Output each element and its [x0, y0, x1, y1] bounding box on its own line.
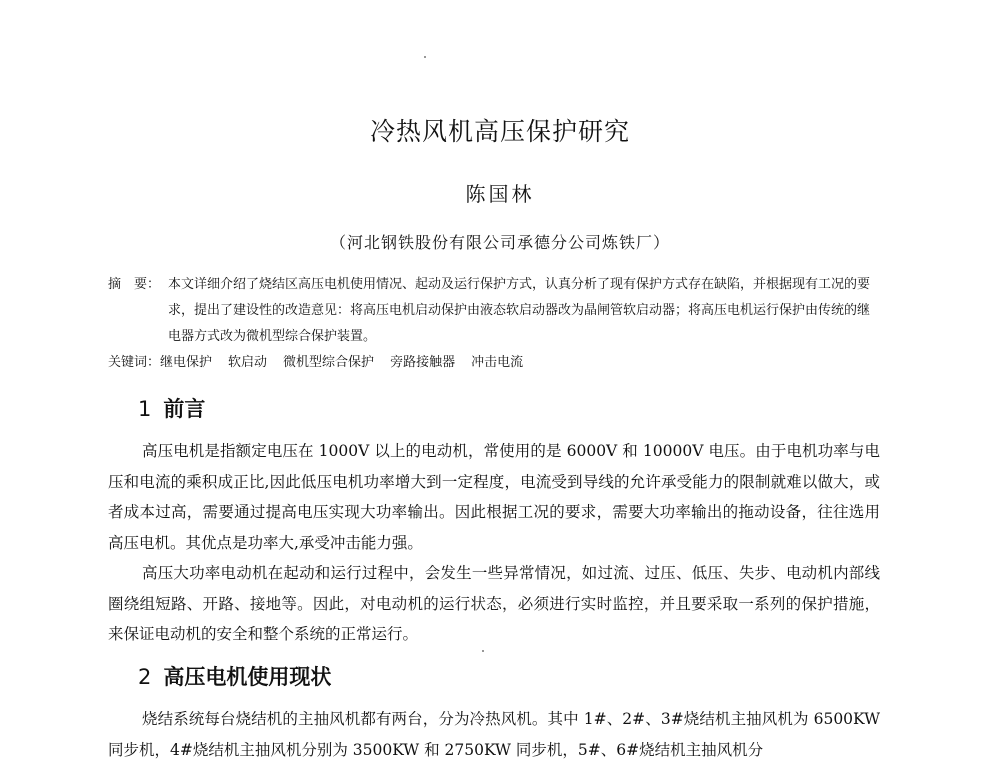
- keywords-block: [108, 350, 878, 376]
- keyword: 继电保护: [160, 355, 213, 370]
- paper-title: 冷热风机高压保护研究: [369, 117, 630, 146]
- section-heading: [138, 393, 205, 423]
- author-name: 陈国林: [465, 182, 535, 206]
- keyword: 软启动: [228, 355, 268, 370]
- author-affiliation: （河北钢铁股份有限公司承德分公司炼铁厂）: [329, 233, 670, 252]
- body-paragraph: 高压大功率电动机在起动和运行过程中，会发生一些异常情况，如过流、过压、低压、失步、电动机内部线圈绕组短路、开路、接地等。因此，对电动机的运行状态，必须进行实时监控，并且要采取一系列的保护措施，来保证电动机的安全和整个系统的正常运行。: [108, 564, 880, 643]
- section-title: 前言: [163, 397, 206, 421]
- keywords-label: 关键词：: [108, 355, 161, 370]
- keyword: 微机型综合保护: [283, 355, 375, 370]
- section-title: 高压电机使用现状: [163, 665, 332, 689]
- keyword: 旁路接触器: [390, 355, 456, 370]
- section-number: 1: [138, 397, 152, 421]
- section-heading: [138, 661, 331, 691]
- abstract-block: [108, 272, 878, 350]
- abstract-text: 本文详细介绍了烧结区高压电机使用情况、起动及运行保护方式，认真分析了现有保护方式存在缺陷，并根据现有工况的要求，提出了建设性的改造意见：将高压电机启动保护由液态软启动器改为晶闸管软启动器；将高压电机运行保护由传统的继电器方式改为微机型综合保护装置。: [168, 277, 871, 344]
- body-paragraph: 高压电机是指额定电压在 1000V 以上的电动机，常使用的是 6000V 和 10000V 电压。由于电机功率与电压和电流的乘积成正比,因此低压电机功率增大到一定程度，电流受到导线的允许承受能力的限制就难以做大，或者成本过高，需要通过提高电压实现大功率输出。因此根据工况的要求，需要大功率输出的拖动设备，往往选用高压电机。其优点是功率大,承受冲击能力强。: [108, 442, 880, 552]
- section-number: 2: [138, 665, 152, 689]
- abstract-label: 摘 要：: [108, 277, 161, 292]
- body-paragraph: 烧结系统每台烧结机的主抽风机都有两台，分为冷热风机。其中 1#、2#、3#烧结机主抽风机为 6500KW 同步机，4#烧结机主抽风机分别为 3500KW 和 2750KW 同步机，5#、6#烧结机主抽风机分: [108, 710, 880, 759]
- scan-speck: [424, 56, 426, 58]
- keyword: 冲击电流: [471, 355, 524, 370]
- scan-speck: [482, 650, 484, 652]
